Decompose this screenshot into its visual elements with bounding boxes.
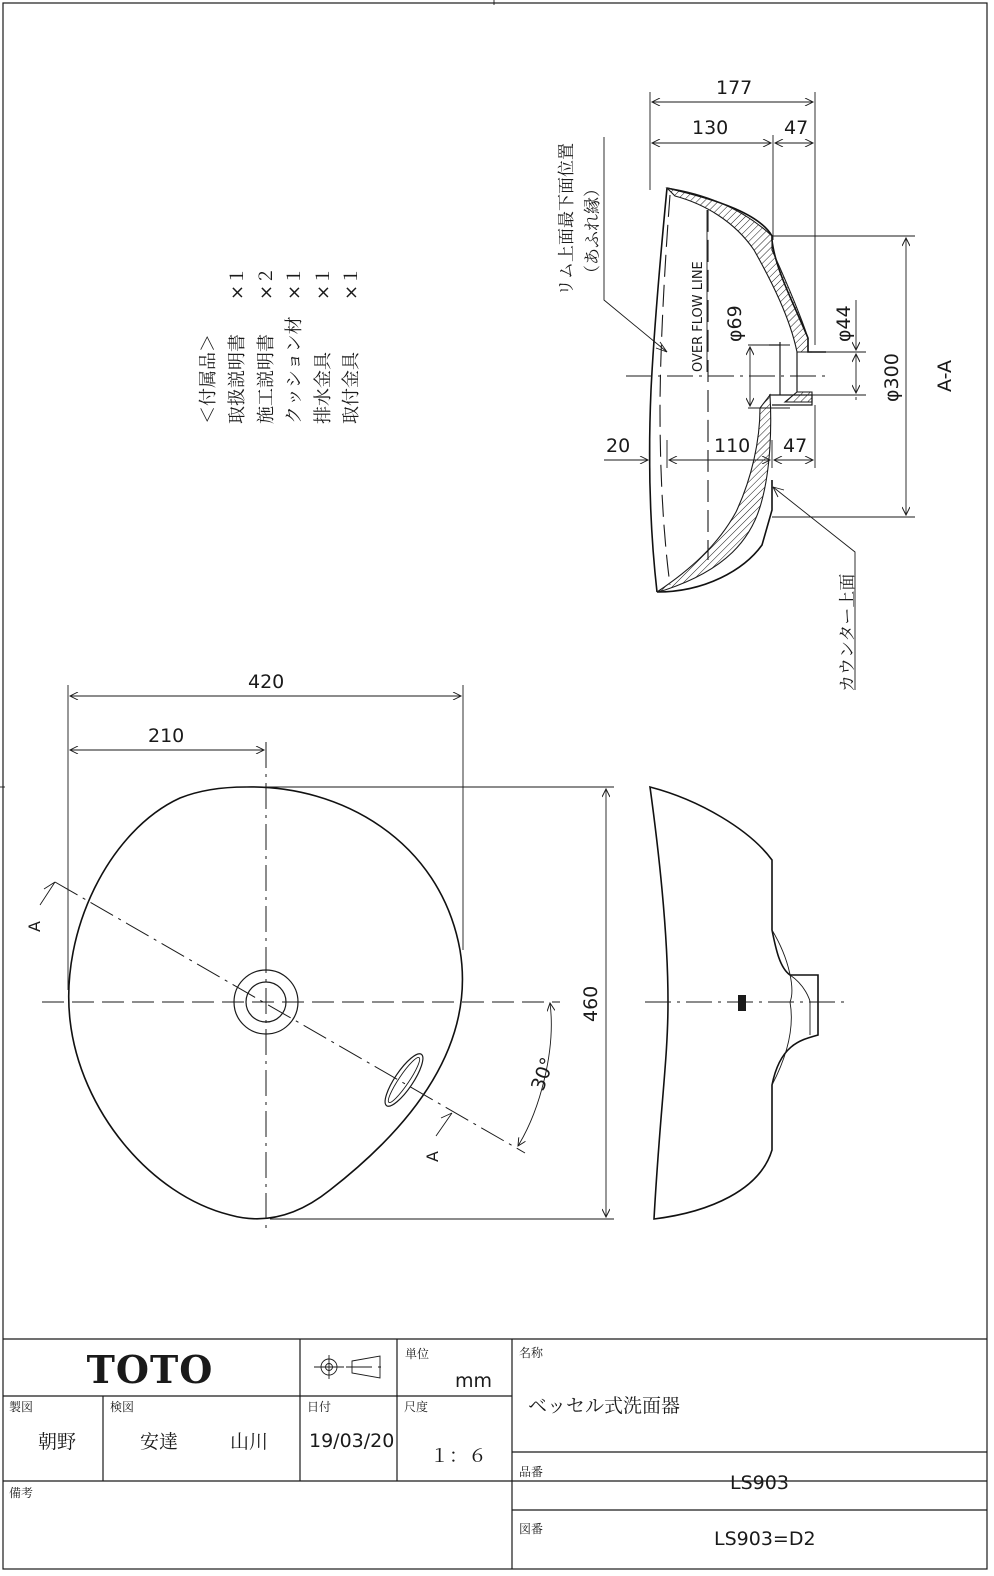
- drawn-value: 朝野: [38, 1431, 77, 1453]
- rim-leader: [604, 137, 667, 352]
- section-cut-line: [55, 882, 525, 1153]
- dim-20: 20: [606, 435, 631, 457]
- accessory-name: クッション材: [284, 316, 305, 424]
- accessory-qty: ×２: [256, 266, 277, 300]
- sheet-border: [3, 3, 987, 1569]
- drawing-value: LS903=D2: [714, 1528, 816, 1550]
- rim-label: リム上面最下面位置: [557, 143, 577, 296]
- title-block: [3, 1339, 987, 1569]
- dim-110: 110: [714, 435, 751, 457]
- accessories-list: [198, 267, 362, 424]
- dim-177: 177: [716, 77, 753, 99]
- projection-symbol: [314, 1355, 386, 1379]
- counter-label: カウンター上面: [838, 573, 858, 692]
- accessory-qty: ×１: [284, 266, 305, 300]
- plan-overflow-slot: [379, 1049, 429, 1110]
- side-overflow-mark: [738, 995, 746, 1011]
- unit-label: 単位: [405, 1347, 430, 1361]
- accessory-qty: ×１: [341, 266, 362, 300]
- dim-210: 210: [148, 725, 185, 747]
- date-value: 19/03/20: [309, 1430, 395, 1452]
- company-logo: TOTO: [86, 1347, 214, 1392]
- product-value: LS903: [730, 1472, 789, 1494]
- checked-label: 検図: [110, 1400, 135, 1414]
- section-view: [557, 77, 956, 692]
- overflow-line-label: OVER FLOW LINE: [691, 261, 706, 372]
- checked-value-2: 山川: [230, 1431, 269, 1453]
- dim-460: 460: [580, 985, 602, 1022]
- dim-47-bottom: 47: [783, 435, 808, 457]
- section-marker-top: A: [25, 921, 44, 932]
- accessory-name: 取付金具: [341, 352, 362, 424]
- accessory-qty: ×１: [227, 266, 248, 300]
- unit-value: mm: [455, 1370, 493, 1392]
- accessory-name: 施工説明書: [256, 334, 277, 424]
- scale-value: １：６: [430, 1445, 488, 1467]
- section-label-aa: A-A: [934, 359, 956, 392]
- accessory-name: 排水金具: [313, 352, 334, 424]
- accessories-heading: ＜付属品＞: [198, 334, 219, 424]
- name-label: 名称: [519, 1346, 544, 1360]
- dim-phi44: φ44: [833, 305, 855, 342]
- side-outline: [650, 787, 818, 1219]
- angle-30: 30°: [527, 1054, 560, 1094]
- rim-label-sub: （あふれ縁）: [583, 180, 603, 282]
- plan-view: [25, 671, 614, 1230]
- scale-label: 尺度: [404, 1400, 429, 1414]
- product-label: 品番: [519, 1465, 544, 1479]
- name-value: ベッセル式洗面器: [528, 1395, 681, 1417]
- dim-47-top: 47: [784, 117, 809, 139]
- bowl-wall-bottom: [657, 395, 771, 592]
- drawn-label: 製図: [9, 1400, 34, 1414]
- dim-420: 420: [248, 671, 285, 693]
- dim-130: 130: [692, 117, 729, 139]
- accessory-qty: ×１: [313, 266, 334, 300]
- date-label: 日付: [307, 1400, 332, 1414]
- drawing-label: 図番: [519, 1522, 544, 1536]
- accessory-name: 取扱説明書: [227, 334, 248, 424]
- dim-phi300: φ300: [881, 353, 903, 402]
- remarks-label: 備考: [9, 1486, 34, 1500]
- dim-phi69: φ69: [724, 305, 746, 342]
- section-marker-bottom: A: [423, 1151, 442, 1162]
- checked-value-1: 安達: [140, 1431, 179, 1453]
- side-view: [645, 787, 845, 1219]
